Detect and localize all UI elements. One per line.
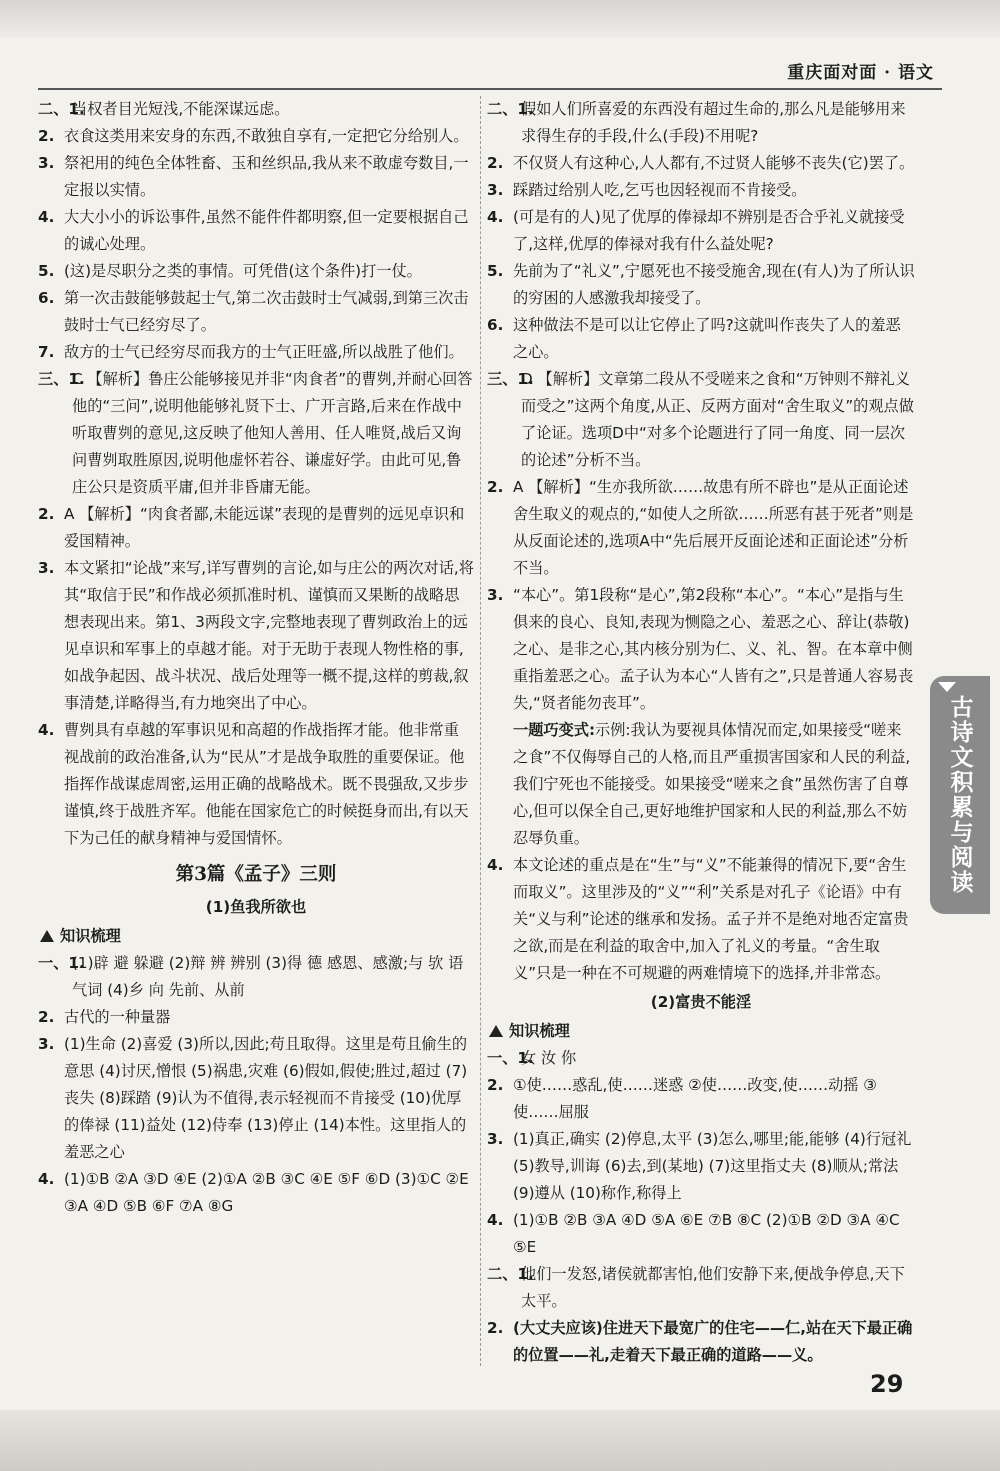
page-header: 重庆面对面 · 语文	[787, 63, 934, 83]
item-text: 大大小小的诉讼事件,虽然不能件件都明察,但一定要根据自己的诚心处理。	[64, 208, 469, 253]
knowledge-label: 知识梳理	[509, 1022, 570, 1040]
item-text: 踩踏过给别人吃,乞丐也因轻视而不肯接受。	[513, 181, 807, 199]
right-column	[487, 96, 915, 1369]
answer-item	[487, 1045, 915, 1072]
item-number: 2.	[487, 154, 504, 172]
item-text: (这)是尽职分之类的事情。可凭借(这个条件)打一仗。	[64, 262, 422, 280]
page-top-strip	[0, 0, 1000, 38]
answer-item	[38, 1031, 474, 1166]
item-text: 第一次击鼓能够鼓起士气,第二次击鼓时士气减弱,到第三次击鼓时士气已经穷尽了。	[64, 289, 469, 334]
item-text: 本文论述的重点是在“生”与“义”不能兼得的情况下,要“舍生而取义”。这里涉及的“义”“利”关系是对孔子《论语》中有关“义与利”论述的继承和发扬。孟子并不是绝对地否定富贵之欲,而是在利益的取舍中,加入了礼义的考量。“舍生取义”只是一种在不可规避的两难情境下的选择,并非常态。	[513, 856, 909, 982]
item-text: 祭祀用的纯色全体牲畜、玉和丝织品,我从来不敢虚夸数目,一定报以实情。	[64, 154, 469, 199]
triangle-icon	[489, 1025, 503, 1037]
knowledge-label: 知识梳理	[60, 927, 121, 945]
item-text: 女 汝 你	[521, 1049, 577, 1067]
item-text: 他们一发怒,诸侯就都害怕,他们安静下来,便战争停息,天下太平。	[521, 1265, 905, 1310]
item-number: 4.	[38, 1170, 55, 1188]
item-text: (大丈夫应该)住进天下最宽广的住宅——仁,站在天下最正确的位置——礼,走着天下最正确的道路——义。	[513, 1319, 913, 1364]
answer-item	[38, 150, 474, 204]
answer-item	[38, 1004, 474, 1031]
item-text: 当权者目光短浅,不能深谋远虑。	[72, 100, 290, 118]
page-number: 29	[870, 1370, 904, 1398]
item-text: “本心”。第1段称“是心”,第2段称“本心”。“本心”是指与生俱来的良心、良知,表现为恻隐之心、羞恶之心、辞让(恭敬)之心、是非之心,其内核分别为仁、义、礼、智。在本章中侧重指羞恶之心。孟子认为本心“人皆有之”,只是普通人容易丧失,“贤者能勿丧耳”。	[513, 586, 914, 712]
knowledge-heading	[38, 922, 474, 950]
item-number: 4.	[487, 1211, 504, 1229]
item-text: (可是有的人)见了优厚的俸禄却不辨别是否合乎礼义就接受了,这样,优厚的俸禄对我有什么益处呢?	[513, 208, 905, 253]
answer-item	[487, 1207, 915, 1261]
answer-item	[38, 123, 474, 150]
answer-item	[38, 96, 474, 123]
item-number: 5.	[487, 262, 504, 280]
answer-item	[487, 1126, 915, 1207]
variant-answer	[487, 717, 915, 852]
answer-item	[487, 150, 915, 177]
answer-item	[487, 1315, 915, 1369]
item-number: 3.	[487, 181, 504, 199]
sub-title: (2)富贵不能淫	[650, 993, 752, 1011]
chapter-side-tab	[930, 676, 990, 914]
item-number: 二、1.	[487, 1265, 534, 1283]
item-text: D 【解析】文章第二段从不受嗟来之食和“万钟则不辩礼义而受之”这两个角度,从正、反两方面对“舍生取义”的观点做了论证。选项D中“对多个论题进行了同一角度、同一层次的论述”分析不当。	[521, 370, 914, 469]
answer-item	[38, 950, 474, 1004]
item-number: 二、1.	[487, 100, 534, 118]
item-text: A 【解析】“生亦我所欲……故患有所不辟也”是从正面论述舍生取义的观点的,“如使人之所欲……所恶有甚于死者”则是从反面论述的,选项A中“先后展开反面论述和正面论述”分析不当。	[513, 478, 914, 577]
item-number: 4.	[487, 208, 504, 226]
answer-item	[487, 852, 915, 987]
item-number: 2.	[38, 1008, 55, 1026]
answer-item	[38, 258, 474, 285]
answer-item	[487, 258, 915, 312]
answer-item	[38, 501, 474, 555]
answer-item	[38, 285, 474, 339]
item-number: 3.	[38, 154, 55, 172]
item-text: 敌方的士气已经穷尽而我方的士气正旺盛,所以战胜了他们。	[64, 343, 464, 361]
column-divider	[480, 96, 481, 1366]
item-number: 4.	[487, 856, 504, 874]
item-text: (1)辟 避 躲避 (2)辩 辨 辨别 (3)得 德 感恩、感激;与 欤 语气词 (4)乡 向 先前、从前	[72, 954, 464, 999]
item-number: 二、1.	[38, 100, 85, 118]
answer-item	[38, 555, 474, 717]
item-text: (1)生命 (2)喜爱 (3)所以,因此;苟且取得。这里是苟且偷生的意思 (4)讨厌,憎恨 (5)祸患,灾难 (6)假如,假使;胜过,超过 (7)丧失 (8)踩踏 (9)认为不值得,表示轻视而不肯接受 (10)优厚的俸禄 (11)益处 (12)侍奉 (13)停止 (14)本性。这里指人的羞恶之心	[64, 1035, 468, 1161]
item-text: 衣食这类用来安身的东西,不敢独自享有,一定把它分给别人。	[64, 127, 469, 145]
answer-item	[487, 366, 915, 474]
item-text: 假如人们所喜爱的东西没有超过生命的,那么凡是能够用来求得生存的手段,什么(手段)不用呢?	[521, 100, 906, 145]
item-text: ①使……惑乱,使……迷惑 ②使……改变,使……动摇 ③使……屈服	[513, 1076, 877, 1121]
item-number: 2.	[487, 478, 504, 496]
answer-item	[38, 204, 474, 258]
item-text: 这种做法不是可以让它停止了吗?这就叫作丧失了人的羞恶之心。	[513, 316, 901, 361]
section-title: 第3篇《孟子》三则	[175, 864, 337, 885]
item-number: 5.	[38, 262, 55, 280]
sub-title: (1)鱼我所欲也	[205, 898, 307, 916]
item-text: A 【解析】“肉食者鄙,未能远谋”表现的是曹刿的远见卓识和爱国精神。	[64, 505, 465, 550]
item-number: 2.	[487, 1076, 504, 1094]
item-number: 4.	[38, 721, 55, 739]
item-number: 2.	[487, 1319, 504, 1337]
header-rule	[38, 88, 942, 90]
item-number: 4.	[38, 208, 55, 226]
item-text: (1)①B ②B ③A ④D ⑤A ⑥E ⑦B ⑧C (2)①B ②D ③A ④C ⑤E	[513, 1211, 900, 1256]
tab-notch-icon	[938, 682, 956, 692]
side-tab-label: 古诗文积累与阅读	[946, 695, 973, 895]
item-number: 6.	[487, 316, 504, 334]
answer-item	[487, 474, 915, 582]
answer-item	[38, 339, 474, 366]
item-number: 6.	[38, 289, 55, 307]
item-number: 3.	[38, 1035, 55, 1053]
item-text: 曹刿具有卓越的军事识见和高超的作战指挥才能。他非常重视战前的政治准备,认为“民从”才是战争取胜的重要保证。他指挥作战谋虑周密,运用正确的战略战术。既不畏强敌,又步步谨慎,终于战胜齐军。他能在国家危亡的时候挺身而出,有以天下为己任的献身精神与爱国情怀。	[64, 721, 469, 847]
knowledge-heading	[487, 1017, 915, 1045]
item-text: 古代的一种量器	[64, 1008, 171, 1026]
item-number: 2.	[38, 127, 55, 145]
item-text: 不仅贤人有这种心,人人都有,不过贤人能够不丧失(它)罢了。	[513, 154, 915, 172]
item-text: (1)①B ②A ③D ④E (2)①A ②B ③C ④E ⑤F ⑥D (3)①C ②E ③A ④D ⑤B ⑥F ⑦A ⑧G	[64, 1170, 469, 1215]
answer-item	[487, 96, 915, 150]
item-number: 三、1.	[487, 370, 534, 388]
answer-item	[38, 366, 474, 501]
left-column	[38, 96, 474, 1220]
variant-text: 示例:我认为要视具体情况而定,如果接受“嗟来之食”不仅侮辱自己的人格,而且严重损害国家和人民的利益,我们宁死也不能接受。如果接受“嗟来之食”虽然伤害了自尊心,但可以保全自己,更好地维护国家和人民的利益,那么不妨忍辱负重。	[513, 721, 911, 847]
answer-item	[38, 1166, 474, 1220]
answer-item	[487, 177, 915, 204]
answer-item	[38, 717, 474, 852]
item-text: (1)真正,确实 (2)停息,太平 (3)怎么,哪里;能,能够 (4)行冠礼 (5)教导,训诲 (6)去,到(某地) (7)这里指丈夫 (8)顺从;常法 (9)遵从 (10)称作,称得上	[513, 1130, 912, 1202]
answer-item	[487, 1072, 915, 1126]
item-number: 三、1.	[38, 370, 85, 388]
item-number: 3.	[487, 586, 504, 604]
item-number: 3.	[487, 1130, 504, 1148]
triangle-icon	[40, 930, 54, 942]
answer-item	[487, 582, 915, 717]
answer-item	[487, 204, 915, 258]
variant-label: 一题巧变式:	[513, 721, 596, 739]
item-number: 2.	[38, 505, 55, 523]
item-text: C 【解析】鲁庄公能够接见并非“肉食者”的曹刿,并耐心回答他的“三问”,说明他能够礼贤下士、广开言路,后来在作战中听取曹刿的意见,这反映了他知人善用、任人唯贤,战后又询问曹刿取胜原因,说明他虚怀若谷、谦虚好学。由此可见,鲁庄公只是资质平庸,但并非昏庸无能。	[72, 370, 473, 496]
answer-item	[487, 312, 915, 366]
item-number: 7.	[38, 343, 55, 361]
item-text: 先前为了“礼义”,宁愿死也不接受施舍,现在(有人)为了所认识的穷困的人感激我却接受了。	[513, 262, 915, 307]
item-number: 一、1.	[38, 954, 85, 972]
item-number: 一、1.	[487, 1049, 534, 1067]
item-number: 3.	[38, 559, 55, 577]
page-bottom-strip	[0, 1410, 1000, 1471]
item-text: 本文紧扣“论战”来写,详写曹刿的言论,如与庄公的两次对话,将其“取信于民”和作战必须抓准时机、谨慎而又果断的战略思想表现出来。第1、3两段文字,完整地表现了曹刿政治上的远见卓识和军事上的卓越才能。对于无助于表现人物性格的事,如战争起因、战斗状况、战后处理等一概不提,这样的剪裁,叙事清楚,详略得当,有力地突出了中心。	[64, 559, 474, 712]
answer-item	[487, 1261, 915, 1315]
